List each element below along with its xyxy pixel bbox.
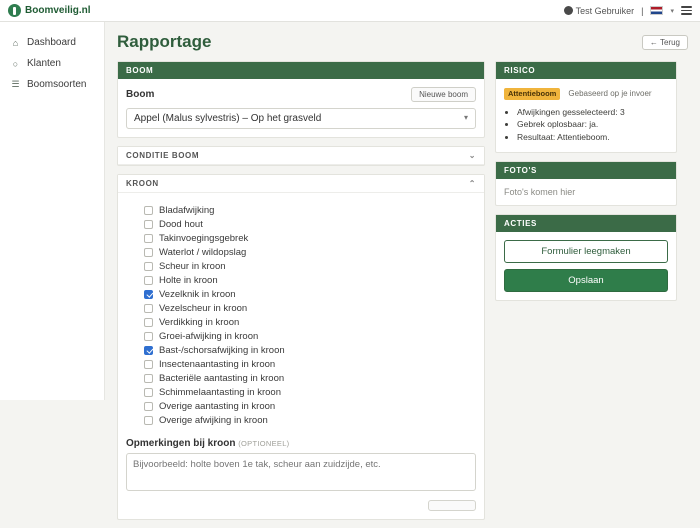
checkbox[interactable] [144,332,153,341]
acties-card-header: ACTIES [496,215,676,232]
kroon-option[interactable] [144,371,476,385]
sidebar-item-label: Klanten [27,58,61,69]
kroon-remarks-textarea[interactable] [126,453,476,491]
boom-select-value: Appel (Malus sylvestris) – Op het grasveld [134,113,322,124]
kroon-option-label: Insectenaantasting in kroon [159,358,276,370]
kroon-remarks-label-text: Opmerkingen bij kroon [126,438,236,449]
fotos-card-header: FOTO'S [496,162,676,179]
kroon-option-label: Waterlot / wildopslag [159,246,247,258]
left-column [117,61,485,528]
conditie-boom-header[interactable] [118,147,484,165]
sidebar-item-klanten[interactable] [0,53,104,74]
kroon-option[interactable] [144,301,476,315]
page-header [117,32,688,52]
risico-bullet: • Afwijkingen gesselecteerd: 3 [517,106,668,119]
checkbox[interactable] [144,290,153,299]
conditie-boom-header-label: CONDITIE BOOM [126,151,200,160]
checkbox[interactable] [144,206,153,215]
body-wrapper [0,22,700,449]
sidebar-item-label: Boomsoorten [27,79,87,90]
kroon-option-label: Vezelknik in kroon [159,288,236,300]
chevron-down-icon: ▾ [463,113,468,122]
checkbox[interactable] [144,248,153,257]
checkbox[interactable] [144,360,153,369]
page-title: Rapportage [117,32,212,51]
checkbox[interactable] [144,220,153,229]
checkbox[interactable] [144,402,153,411]
checkbox[interactable] [144,346,153,355]
fotos-card-body [496,179,676,205]
kroon-option-label: Groei-afwijking in kroon [159,330,259,342]
sidebar-item-dashboard[interactable] [0,32,104,53]
boom-card [117,61,485,138]
sidebar-item-boomsoorten[interactable] [0,74,104,95]
boom-card-body [118,79,484,137]
kroon-option[interactable] [144,399,476,413]
kroon-header-label: KROON [126,179,159,188]
kroon-option-label: Schimmelaantasting in kroon [159,386,281,398]
boom-card-header: BOOM [118,62,484,79]
chevron-down-icon[interactable]: ▾ [670,7,674,15]
checkbox[interactable] [144,262,153,271]
user-name: Test Gebruiker [575,5,635,16]
acties-card-body [496,232,676,300]
risico-note: Gebaseerd op je invoer [568,89,652,98]
avatar-icon [564,6,573,15]
main-content [105,22,700,449]
topbar-separator: | [641,5,644,16]
top-bar [0,0,700,22]
back-button[interactable]: ← Terug [642,35,688,50]
checkbox[interactable] [144,416,153,425]
risico-status-row [504,87,668,100]
kroon-option-label: Holte in kroon [159,274,218,286]
list-icon: ☰ [11,79,20,89]
kroon-option-label: Bladafwijking [159,204,215,216]
kroon-option[interactable] [144,287,476,301]
boom-select[interactable] [126,108,476,129]
home-icon: ⌂ [12,37,19,48]
kroon-option[interactable] [144,413,476,427]
chevron-down-icon: ⌄ [468,151,476,160]
kroon-option-label: Vezelscheur in kroon [159,302,248,314]
kroon-footer-button[interactable] [428,500,476,511]
boom-field-row [126,87,476,102]
kroon-option[interactable] [144,231,476,245]
checkbox[interactable] [144,374,153,383]
kroon-remarks-label [126,438,476,449]
nieuwe-boom-button[interactable]: Nieuwe boom [411,87,476,102]
formulier-leegmaken-button[interactable]: Formulier leegmaken [504,240,668,263]
boom-field-label: Boom [126,89,155,100]
fotos-card [495,161,677,206]
kroon-option[interactable] [144,357,476,371]
chevron-up-icon: ⌃ [468,179,476,188]
kroon-checkbox-list [126,201,476,431]
kroon-option-label: Scheur in kroon [159,260,226,272]
kroon-card-body [118,193,484,519]
brand-logo-link[interactable] [8,4,91,17]
menu-icon[interactable] [681,4,692,17]
checkbox[interactable] [144,388,153,397]
risico-card [495,61,677,153]
sidebar [0,22,105,400]
kroon-option[interactable] [144,273,476,287]
kroon-header[interactable] [118,175,484,193]
acties-card [495,214,677,301]
kroon-card [117,174,485,520]
fotos-empty-text: Foto's komen hier [504,186,576,197]
checkbox[interactable] [144,304,153,313]
kroon-option-label: Takinvoegingsgebrek [159,232,249,244]
top-bar-right [564,4,692,17]
content-columns [117,61,688,528]
kroon-option-label: Bast-/schorsafwijking in kroon [159,344,285,356]
kroon-option[interactable] [144,217,476,231]
kroon-option[interactable] [144,315,476,329]
conditie-boom-card [117,146,485,166]
risico-card-header: RISICO [496,62,676,79]
risico-card-body [496,79,676,152]
checkbox[interactable] [144,318,153,327]
risico-bullet: • Resultaat: Attentieboom. [517,131,668,144]
right-column [495,61,677,528]
risico-bullets [504,106,668,144]
brand-name: Boomveilig.nl [25,5,91,16]
checkbox[interactable] [144,234,153,243]
kroon-option-label: Bacteriële aantasting in kroon [159,372,285,384]
kroon-option[interactable] [144,245,476,259]
nl-flag-icon[interactable] [650,6,663,15]
opslaan-button[interactable]: Opslaan [504,269,668,292]
user-icon: ○ [12,58,19,69]
risico-bullet: • Gebrek oplosbaar: ja. [517,118,668,131]
kroon-option-label: Overige afwijking in kroon [159,414,268,426]
kroon-option-label: Overige aantasting in kroon [159,400,276,412]
checkbox[interactable] [144,276,153,285]
kroon-option[interactable] [144,343,476,357]
kroon-option[interactable] [144,329,476,343]
kroon-option[interactable] [144,385,476,399]
kroon-remarks-optional: (OPTIONEEL) [238,439,290,448]
kroon-option-label: Verdikking in kroon [159,316,240,328]
status-badge: Attentieboom [504,88,560,100]
kroon-option[interactable] [144,203,476,217]
user-menu[interactable] [564,6,635,16]
tree-logo-icon [8,4,21,17]
kroon-option[interactable] [144,259,476,273]
kroon-option-label: Dood hout [159,218,203,230]
sidebar-item-label: Dashboard [27,37,76,48]
